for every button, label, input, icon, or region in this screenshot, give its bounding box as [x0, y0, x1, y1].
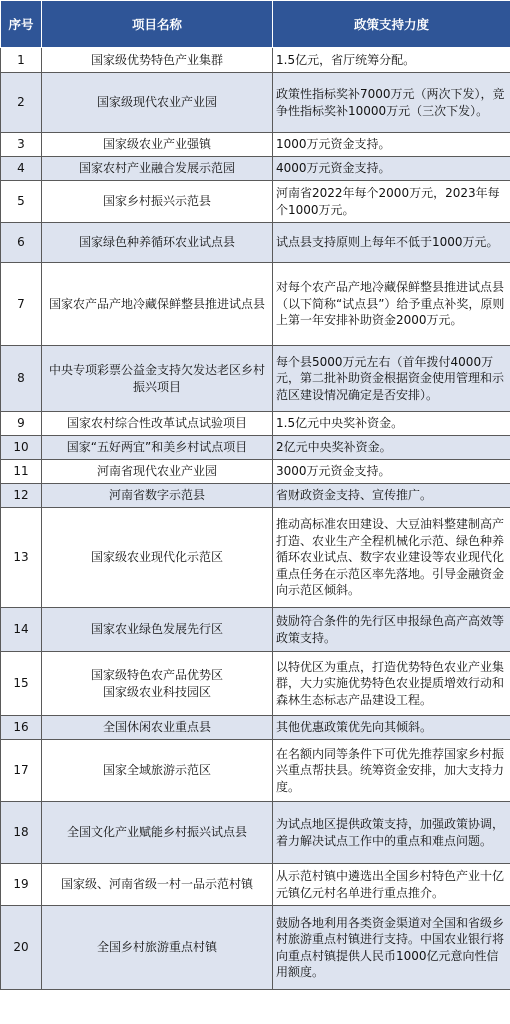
row-no: 17: [1, 740, 42, 802]
row-policy: 鼓励各地利用各类资金渠道对全国和省级乡村旅游重点村镇进行支持。中国农业银行将向重点村镇提供人民币1000亿元意向性信用额度。: [273, 906, 510, 990]
row-no: 1: [1, 48, 42, 73]
table-row: [1, 412, 510, 436]
row-no: 8: [1, 346, 42, 412]
row-name: 国家级、河南省级一村一品示范村镇: [42, 864, 273, 906]
table-row: [1, 484, 510, 508]
table-row: [1, 508, 510, 608]
table-row: [1, 716, 510, 740]
row-policy: 2亿元中央奖补资金。: [273, 436, 510, 460]
row-policy: 1.5亿元，省厅统筹分配。: [273, 48, 510, 73]
row-name: 国家农业绿色发展先行区: [42, 608, 273, 652]
row-policy: 在名额内同等条件下可优先推荐国家乡村振兴重点帮扶县。统筹资金安排，加大支持力度。: [273, 740, 510, 802]
table-row: [1, 223, 510, 263]
row-policy: 对每个农产品产地冷藏保鲜整县推进试点县（以下简称“试点县”）给予重点补奖，原则上第一年安排补助资金2000万元。: [273, 263, 510, 346]
row-name: 国家乡村振兴示范县: [42, 181, 273, 223]
row-name: 河南省数字示范县: [42, 484, 273, 508]
header-name: 项目名称: [42, 1, 273, 48]
row-name: 国家农村综合性改革试点试验项目: [42, 412, 273, 436]
row-no: 10: [1, 436, 42, 460]
table-row: [1, 864, 510, 906]
row-no: 3: [1, 133, 42, 157]
row-name: 国家“五好两宜”和美乡村试点项目: [42, 436, 273, 460]
row-no: 20: [1, 906, 42, 990]
row-policy: 河南省2022年每个2000万元，2023年每个1000万元。: [273, 181, 510, 223]
row-name: 国家农产品产地冷藏保鲜整县推进试点县: [42, 263, 273, 346]
row-name: 全国文化产业赋能乡村振兴试点县: [42, 802, 273, 864]
row-name: 中央专项彩票公益金支持欠发达老区乡村振兴项目: [42, 346, 273, 412]
row-policy: 1.5亿元中央奖补资金。: [273, 412, 510, 436]
table-row: [1, 436, 510, 460]
header-policy: 政策支持力度: [273, 1, 510, 48]
table-row: [1, 181, 510, 223]
row-no: 4: [1, 157, 42, 181]
row-policy: 从示范村镇中遴选出全国乡村特色产业十亿元镇亿元村名单进行重点推介。: [273, 864, 510, 906]
row-policy: 以特优区为重点，打造优势特色农业产业集群，大力实施优势特色农业提质增效行动和森林生态标志产品建设工程。: [273, 652, 510, 716]
row-no: 12: [1, 484, 42, 508]
row-name: 国家全域旅游示范区: [42, 740, 273, 802]
table-row: [1, 73, 510, 133]
row-policy: 试点县支持原则上每年不低于1000万元。: [273, 223, 510, 263]
row-name: 全国休闲农业重点县: [42, 716, 273, 740]
row-policy: 鼓励符合条件的先行区申报绿色高产高效等政策支持。: [273, 608, 510, 652]
table-header-row: [1, 1, 510, 48]
table-row: [1, 740, 510, 802]
row-policy: 为试点地区提供政策支持，加强政策协调，着力解决试点工作中的重点和难点问题。: [273, 802, 510, 864]
table-row: [1, 652, 510, 716]
row-name: 国家绿色种养循环农业试点县: [42, 223, 273, 263]
row-no: 15: [1, 652, 42, 716]
table-row: [1, 157, 510, 181]
row-name: 全国乡村旅游重点村镇: [42, 906, 273, 990]
table-row: [1, 263, 510, 346]
row-name: 国家农村产业融合发展示范园: [42, 157, 273, 181]
row-no: 9: [1, 412, 42, 436]
row-policy: 政策性指标奖补7000万元（两次下发），竞争性指标奖补10000万元（三次下发）。: [273, 73, 510, 133]
header-no: 序号: [1, 1, 42, 48]
row-no: 7: [1, 263, 42, 346]
row-no: 6: [1, 223, 42, 263]
row-no: 19: [1, 864, 42, 906]
row-name: 国家级优势特色产业集群: [42, 48, 273, 73]
row-name: 国家级农业产业强镇: [42, 133, 273, 157]
row-name: 国家级现代农业产业园: [42, 73, 273, 133]
table-row: [1, 48, 510, 73]
table-row: [1, 460, 510, 484]
row-policy: 其他优惠政策优先向其倾斜。: [273, 716, 510, 740]
table-row: [1, 608, 510, 652]
row-no: 2: [1, 73, 42, 133]
table-row: [1, 346, 510, 412]
table-row: [1, 906, 510, 990]
row-no: 14: [1, 608, 42, 652]
row-policy: 每个县5000万元左右（首年拨付4000万元，第二批补助资金根据资金使用管理和示范区建设情况确定是否安排）。: [273, 346, 510, 412]
row-policy: 4000万元资金支持。: [273, 157, 510, 181]
row-name: 国家级农业现代化示范区: [42, 508, 273, 608]
table-row: [1, 133, 510, 157]
row-no: 11: [1, 460, 42, 484]
table-row: [1, 802, 510, 864]
row-policy: 推动高标准农田建设、大豆油料整建制高产打造、农业生产全程机械化示范、绿色种养循环农业试点、数字农业建设等农业现代化重点任务在示范区率先落地。引导金融资金向示范区倾斜。: [273, 508, 510, 608]
row-policy: 1000万元资金支持。: [273, 133, 510, 157]
row-no: 5: [1, 181, 42, 223]
row-no: 18: [1, 802, 42, 864]
row-policy: 3000万元资金支持。: [273, 460, 510, 484]
row-name: 国家级特色农产品优势区 国家级农业科技园区: [42, 652, 273, 716]
row-no: 13: [1, 508, 42, 608]
row-policy: 省财政资金支持、宣传推广。: [273, 484, 510, 508]
row-name: 河南省现代农业产业园: [42, 460, 273, 484]
row-no: 16: [1, 716, 42, 740]
